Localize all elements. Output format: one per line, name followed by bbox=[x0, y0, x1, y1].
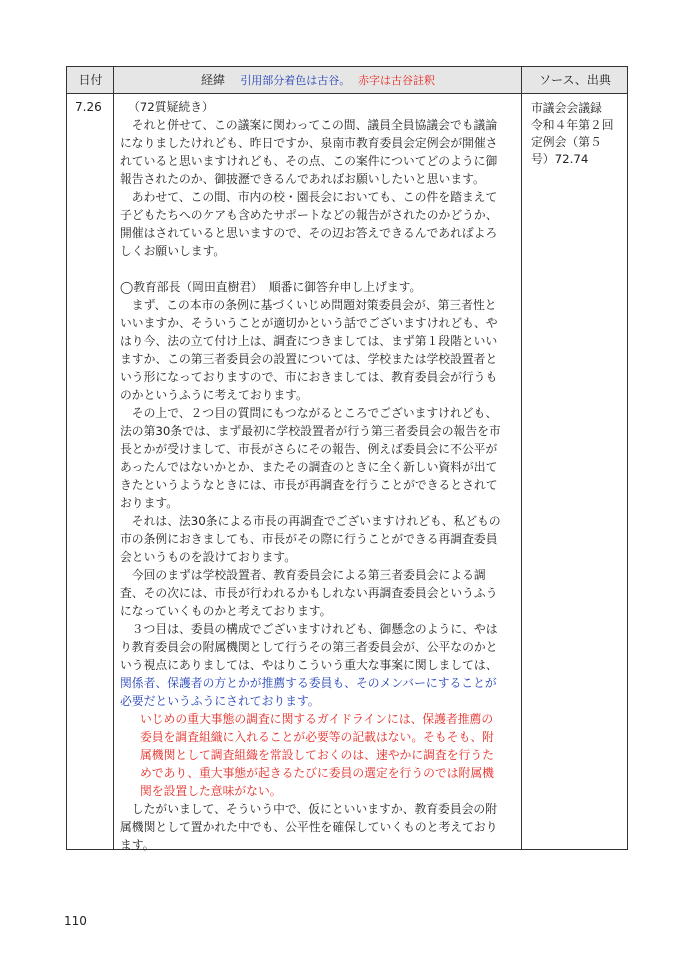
text-line: 子どもたちへのケアも含めたサポートなどの報告がされたのかどうか、 bbox=[120, 208, 498, 222]
text-line: 号）72.74 bbox=[531, 152, 589, 166]
text-line: 令和４年第２回 bbox=[531, 118, 614, 132]
text-line: したがいまして、そういう中で、仮にといいますか、教育委員会の附 bbox=[120, 802, 498, 816]
question-paragraph-1 bbox=[120, 116, 520, 188]
page-number: 110 bbox=[64, 914, 87, 928]
row-source bbox=[531, 100, 621, 168]
answer-paragraph-4 bbox=[120, 566, 520, 620]
header-note-red: 赤字は古谷註釈 bbox=[357, 74, 435, 87]
answer-paragraph-5 bbox=[120, 620, 520, 674]
header-date: 日付 bbox=[78, 73, 103, 87]
answer-paragraph-6 bbox=[120, 800, 520, 854]
text-line: になりましたけれども、昨日ですか、泉南市教育委員会定例会が開催さ bbox=[120, 136, 498, 150]
text-line: あったんではないかとか、またその調査のときに全く新しい資料が出て bbox=[120, 460, 498, 474]
text-line: になっていくものかと考えております。 bbox=[120, 604, 332, 618]
question-heading: （72質疑続き） bbox=[128, 100, 214, 114]
text-line: いう視点にありましては、やはりこういう重大な事案に関しましては、 bbox=[120, 658, 498, 672]
text-line: はり今、法の立て付け上は、調査につきましては、まず第１段階といい bbox=[120, 334, 498, 348]
text-line: 属機関として置かれた中でも、公平性を確保していくものと考えており bbox=[120, 820, 498, 834]
text-line: いいますか、そういうことが適切かという話でございますけれども、や bbox=[120, 316, 498, 330]
text-line: ３つ目は、委員の構成でございますけれども、御懸念のように、やは bbox=[120, 622, 498, 636]
row-date: 7.26 bbox=[75, 100, 102, 114]
table-header bbox=[67, 67, 627, 94]
text-line: それは、法30条による市長の再調査でございますけれども、私どもの bbox=[120, 514, 501, 528]
annotation-red bbox=[120, 710, 520, 800]
text-line: 市議会会議録 bbox=[531, 101, 602, 115]
text-line: 必要だというふうにされております。 bbox=[120, 694, 320, 708]
text-line: ます。 bbox=[120, 838, 155, 852]
header-note-blue: 引用部分着色は古谷。 bbox=[240, 74, 351, 87]
text-line: れていると思いますけれども、その点、この案件についてどのように御 bbox=[120, 154, 498, 168]
text-line: いう形になっておりますので、市におきましては、教育委員会が行うも bbox=[120, 370, 498, 384]
text-line: めであり、重大事態が起きるたびに委員の選定を行うのでは附属機 bbox=[140, 766, 494, 780]
text-line: 法の第30条では、まず最初に学校設置者が行う第三者委員会の報告を市 bbox=[120, 424, 501, 438]
text-line: 今回のまずは学校設置者、教育委員会による第三者委員会による調 bbox=[120, 568, 486, 582]
text-line: まず、この本市の条例に基づくいじめ問題対策委員会が、第三者性と bbox=[120, 298, 497, 312]
answer-paragraph-2 bbox=[120, 404, 520, 512]
text-line: のかというふうに考えております。 bbox=[120, 388, 308, 402]
text-line: 属機関として調査組織を常設しておくのは、速やかに調査を行うた bbox=[140, 748, 494, 762]
column-divider bbox=[113, 67, 114, 849]
answer-paragraph-3 bbox=[120, 512, 520, 566]
text-line: その上で、２つ目の質問にもつながるところでございますけれども、 bbox=[120, 406, 498, 420]
header-source: ソース、出典 bbox=[539, 73, 611, 87]
column-divider bbox=[521, 67, 522, 849]
text-line: おります。 bbox=[120, 496, 179, 510]
answer-heading: ◯教育部長（岡田直樹君） 順番に御答弁申し上げます。 bbox=[120, 280, 422, 294]
record-table bbox=[66, 66, 628, 850]
spacer bbox=[120, 260, 520, 278]
row-content bbox=[120, 98, 520, 854]
text-line: 関を設置した意味がない。 bbox=[140, 784, 282, 798]
text-line: 関係者、保護者の方とかが推薦する委員も、そのメンバーにすることが bbox=[120, 676, 497, 690]
text-line: あわせて、この間、市内の校・園長会においても、この件を踏まえて bbox=[120, 190, 498, 204]
text-line: 市の条例におきましても、市長がその際に行うことができる再調査委員 bbox=[120, 532, 498, 546]
text-line: り教育委員会の附属機関として行うその第三者委員会が、公平なのかと bbox=[120, 640, 498, 654]
text-line: 委員を調査組織に入れることが必要等の記載はない。そもそも、附 bbox=[140, 730, 494, 744]
answer-highlight-blue bbox=[120, 674, 520, 710]
text-line: 長とかが受けまして、市長がさらにその報告、例えば委員会に不公平が bbox=[120, 442, 498, 456]
text-line: ますか、この第三者委員会の設置については、学校または学校設置者と bbox=[120, 352, 498, 366]
text-line: 会というものを設けております。 bbox=[120, 550, 297, 564]
text-line: きたというようなときには、市長が再調査を行うことができるとされて bbox=[120, 478, 498, 492]
text-line: 査、その次には、市長が行われるかもしれない再調査委員会というふう bbox=[120, 586, 498, 600]
text-line: 報告されたのか、御披瀝できるんであればお願いしたいと思います。 bbox=[120, 172, 485, 186]
header-main-label: 経緯 bbox=[201, 73, 226, 87]
question-paragraph-2 bbox=[120, 188, 520, 260]
answer-paragraph-1 bbox=[120, 296, 520, 404]
text-line: しくお願いします。 bbox=[120, 244, 226, 258]
text-line: いじめの重大事態の調査に関するガイドラインには、保護者推薦の bbox=[140, 712, 494, 726]
header-main bbox=[114, 67, 522, 93]
text-line: 開催はされていると思いますので、その辺お答えできるんであればよろ bbox=[120, 226, 498, 240]
text-line: 定例会（第５ bbox=[531, 135, 602, 149]
text-line: それと併せて、この議案に関わってこの間、議員全員協議会でも議論 bbox=[120, 118, 498, 132]
